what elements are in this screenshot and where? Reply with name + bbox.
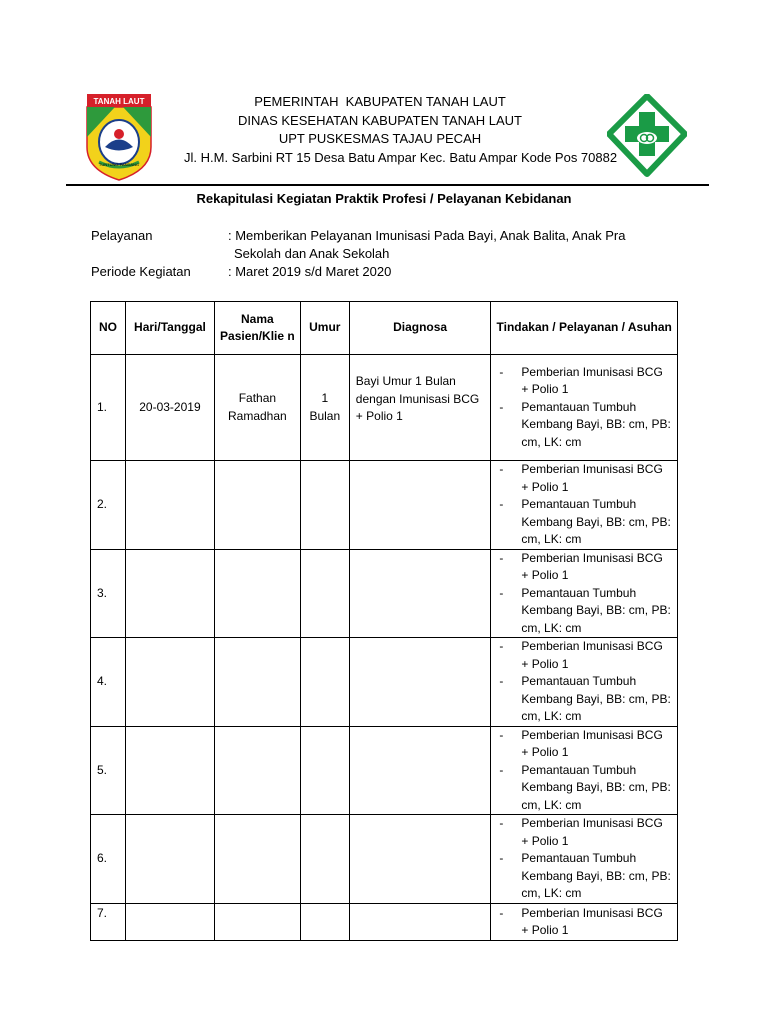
action-item: - Pemberian Imunisasi BCG + Polio 1 bbox=[497, 364, 671, 399]
action-item: - Pemantauan Tumbuh Kembang Bayi, BB: cm, PB: cm, LK: cm bbox=[497, 762, 671, 815]
pelayanan-value: : Memberikan Pelayanan Imunisasi Pada Bayi, Anak Balita, Anak Pra bbox=[228, 228, 626, 243]
cell-no: 2. bbox=[91, 461, 126, 550]
action-item: - Pemberian Imunisasi BCG + Polio 1 bbox=[497, 550, 671, 585]
cell-no: 7. bbox=[91, 903, 126, 940]
action-item: - Pemberian Imunisasi BCG + Polio 1 bbox=[497, 815, 671, 850]
cell-name bbox=[214, 815, 300, 904]
col-header-no: NO bbox=[91, 302, 126, 355]
activity-info bbox=[91, 227, 628, 281]
cell-diagnosis bbox=[349, 638, 491, 727]
cell-name: Fathan Ramadhan bbox=[214, 355, 300, 461]
header-divider bbox=[66, 184, 709, 186]
cell-no: 5. bbox=[91, 726, 126, 815]
action-item: - Pemberian Imunisasi BCG + Polio 1 bbox=[497, 905, 671, 940]
col-header-diagnosis: Diagnosa bbox=[349, 302, 491, 355]
cell-age bbox=[300, 903, 349, 940]
cell-no: 1. bbox=[91, 355, 126, 461]
col-header-name: Nama Pasien/Klie n bbox=[214, 302, 300, 355]
tanah-laut-logo bbox=[85, 92, 153, 182]
table-row bbox=[91, 549, 678, 638]
periode-label: Periode Kegiatan bbox=[91, 264, 191, 279]
action-item: - Pemantauan Tumbuh Kembang Bayi, BB: cm, PB: cm, LK: cm bbox=[497, 673, 671, 726]
cell-age bbox=[300, 815, 349, 904]
table-header-row bbox=[91, 302, 678, 355]
pelayanan-value-cont: Sekolah dan Anak Sekolah bbox=[234, 246, 390, 261]
cell-action bbox=[491, 726, 678, 815]
cell-name bbox=[214, 638, 300, 727]
table-row bbox=[91, 638, 678, 727]
pelayanan-label: Pelayanan bbox=[91, 228, 153, 243]
cell-action bbox=[491, 638, 678, 727]
cell-diagnosis: Bayi Umur 1 Bulan dengan Imunisasi BCG + Polio 1 bbox=[349, 355, 491, 461]
action-item: - Pemberian Imunisasi BCG + Polio 1 bbox=[497, 727, 671, 762]
action-item: - Pemberian Imunisasi BCG + Polio 1 bbox=[497, 461, 671, 496]
cell-diagnosis bbox=[349, 549, 491, 638]
cell-name bbox=[214, 726, 300, 815]
cell-diagnosis bbox=[349, 903, 491, 940]
cell-name bbox=[214, 549, 300, 638]
cell-date bbox=[125, 726, 214, 815]
cell-date bbox=[125, 549, 214, 638]
cell-date bbox=[125, 903, 214, 940]
table-row bbox=[91, 461, 678, 550]
table-row bbox=[91, 726, 678, 815]
logo-motto: TUNTUNG PANDANG bbox=[98, 162, 140, 167]
cell-name bbox=[214, 903, 300, 940]
cell-action bbox=[491, 815, 678, 904]
cell-diagnosis bbox=[349, 726, 491, 815]
cell-no: 3. bbox=[91, 549, 126, 638]
cell-age bbox=[300, 461, 349, 550]
cell-age: 1 Bulan bbox=[300, 355, 349, 461]
cell-action bbox=[491, 549, 678, 638]
cell-action bbox=[491, 355, 678, 461]
cell-age bbox=[300, 638, 349, 727]
periode-value: : Maret 2019 s/d Maret 2020 bbox=[228, 264, 392, 279]
header-line-1: PEMERINTAH KABUPATEN TANAH LAUT bbox=[254, 94, 506, 109]
action-item: - Pemantauan Tumbuh Kembang Bayi, BB: cm, PB: cm, LK: cm bbox=[497, 496, 671, 549]
table-row bbox=[91, 355, 678, 461]
logo-text: TANAH LAUT bbox=[93, 97, 145, 106]
action-item: - Pemberian Imunisasi BCG + Polio 1 bbox=[497, 638, 671, 673]
cell-action bbox=[491, 903, 678, 940]
cell-diagnosis bbox=[349, 461, 491, 550]
document-title: Rekapitulasi Kegiatan Praktik Profesi / Pelayanan Kebidanan bbox=[196, 191, 572, 206]
col-header-age: Umur bbox=[300, 302, 349, 355]
cell-date bbox=[125, 461, 214, 550]
table-row bbox=[91, 903, 678, 940]
col-header-date: Hari/Tanggal bbox=[125, 302, 214, 355]
cell-age bbox=[300, 549, 349, 638]
recap-table bbox=[90, 301, 678, 941]
header-address: Jl. H.M. Sarbini RT 15 Desa Batu Ampar Kec. Batu Ampar Kode Pos 70882 bbox=[184, 149, 618, 165]
cell-no: 6. bbox=[91, 815, 126, 904]
col-header-action: Tindakan / Pelayanan / Asuhan bbox=[491, 302, 678, 355]
cell-date bbox=[125, 815, 214, 904]
cell-no: 4. bbox=[91, 638, 126, 727]
header-line-2: DINAS KESEHATAN KABUPATEN TANAH LAUT bbox=[238, 112, 522, 128]
header-line-3: UPT PUSKESMAS TAJAU PECAH bbox=[278, 131, 482, 146]
cell-date: 20-03-2019 bbox=[125, 355, 214, 461]
cell-diagnosis bbox=[349, 815, 491, 904]
action-item: - Pemantauan Tumbuh Kembang Bayi, BB: cm, PB: cm, LK: cm bbox=[497, 850, 671, 903]
cell-action bbox=[491, 461, 678, 550]
cell-date bbox=[125, 638, 214, 727]
puskesmas-logo bbox=[607, 94, 687, 184]
action-item: - Pemantauan Tumbuh Kembang Bayi, BB: cm, PB: cm, LK: cm bbox=[497, 585, 671, 638]
action-item: - Pemantauan Tumbuh Kembang Bayi, BB: cm, PB: cm, LK: cm bbox=[497, 399, 671, 452]
table-row bbox=[91, 815, 678, 904]
letterhead bbox=[160, 93, 618, 167]
cell-name bbox=[214, 461, 300, 550]
cell-age bbox=[300, 726, 349, 815]
